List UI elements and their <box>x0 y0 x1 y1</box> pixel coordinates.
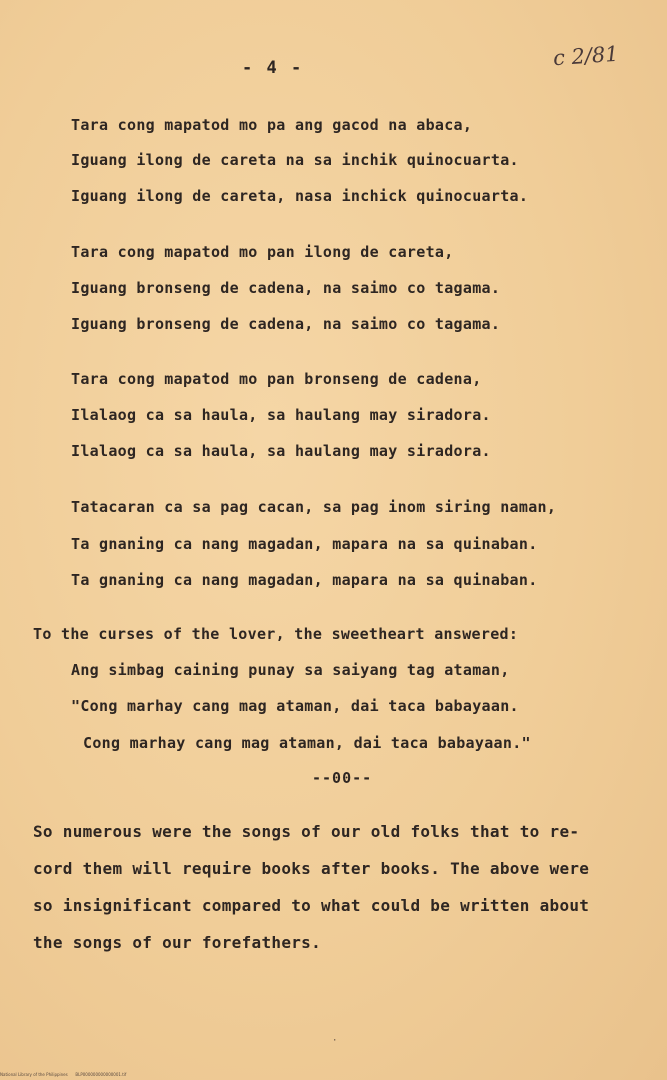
verse-line: Ang simbag caining punay sa saiyang tag ataman, <box>71 661 510 679</box>
verse-line: Ilalaog ca sa haula, sa haulang may siradora. <box>71 442 491 460</box>
verse-line: Ta gnaning ca nang magadan, mapara na sa quinaban. <box>71 535 538 553</box>
section-separator: --00-- <box>312 769 373 787</box>
scan-footer <box>0 1072 126 1077</box>
handwritten-reference: c 2/81 <box>552 41 620 71</box>
verse-line: Iguang bronseng de cadena, na saimo co tagama. <box>71 315 501 333</box>
paragraph-line: cord them will require books after books. The above were <box>33 859 590 878</box>
verse-line: Ta gnaning ca nang magadan, mapara na sa quinaban. <box>71 571 538 589</box>
page-number: - 4 - <box>242 58 304 78</box>
paragraph-line: So numerous were the songs of our old folks that to re- <box>33 822 580 841</box>
verse-line: Iguang ilong de careta, nasa inchick quinocuarta. <box>71 187 529 205</box>
verse-line: Tara cong mapatod mo pa ang gacod na abaca, <box>71 116 473 134</box>
verse-line: Tatacaran ca sa pag cacan, sa pag inom siring naman, <box>71 498 557 516</box>
verse-line: Tara cong mapatod mo pan ilong de careta, <box>71 243 454 261</box>
verse-line: Ilalaog ca sa haula, sa haulang may siradora. <box>71 406 491 424</box>
footer-library: National Library of the Philippines <box>0 1072 68 1077</box>
verse-line: "Cong marhay cang mag ataman, dai taca babayaan. <box>71 697 519 715</box>
verse-line: Tara cong mapatod mo pan bronseng de cadena, <box>71 370 482 388</box>
ink-speck: · <box>332 1036 338 1046</box>
footer-file: BLP000000000000001.tif <box>75 1072 127 1077</box>
verse-line: Iguang ilong de careta na sa inchik quinocuarta. <box>71 151 519 169</box>
verse-line: Iguang bronseng de cadena, na saimo co tagama. <box>71 279 501 297</box>
verse-line: Cong marhay cang mag ataman, dai taca babayaan." <box>83 734 531 752</box>
paragraph-line: so insignificant compared to what could be written about <box>33 896 590 915</box>
answer-intro: To the curses of the lover, the sweetheart answered: <box>33 625 519 643</box>
paragraph-line: the songs of our forefathers. <box>33 933 322 952</box>
